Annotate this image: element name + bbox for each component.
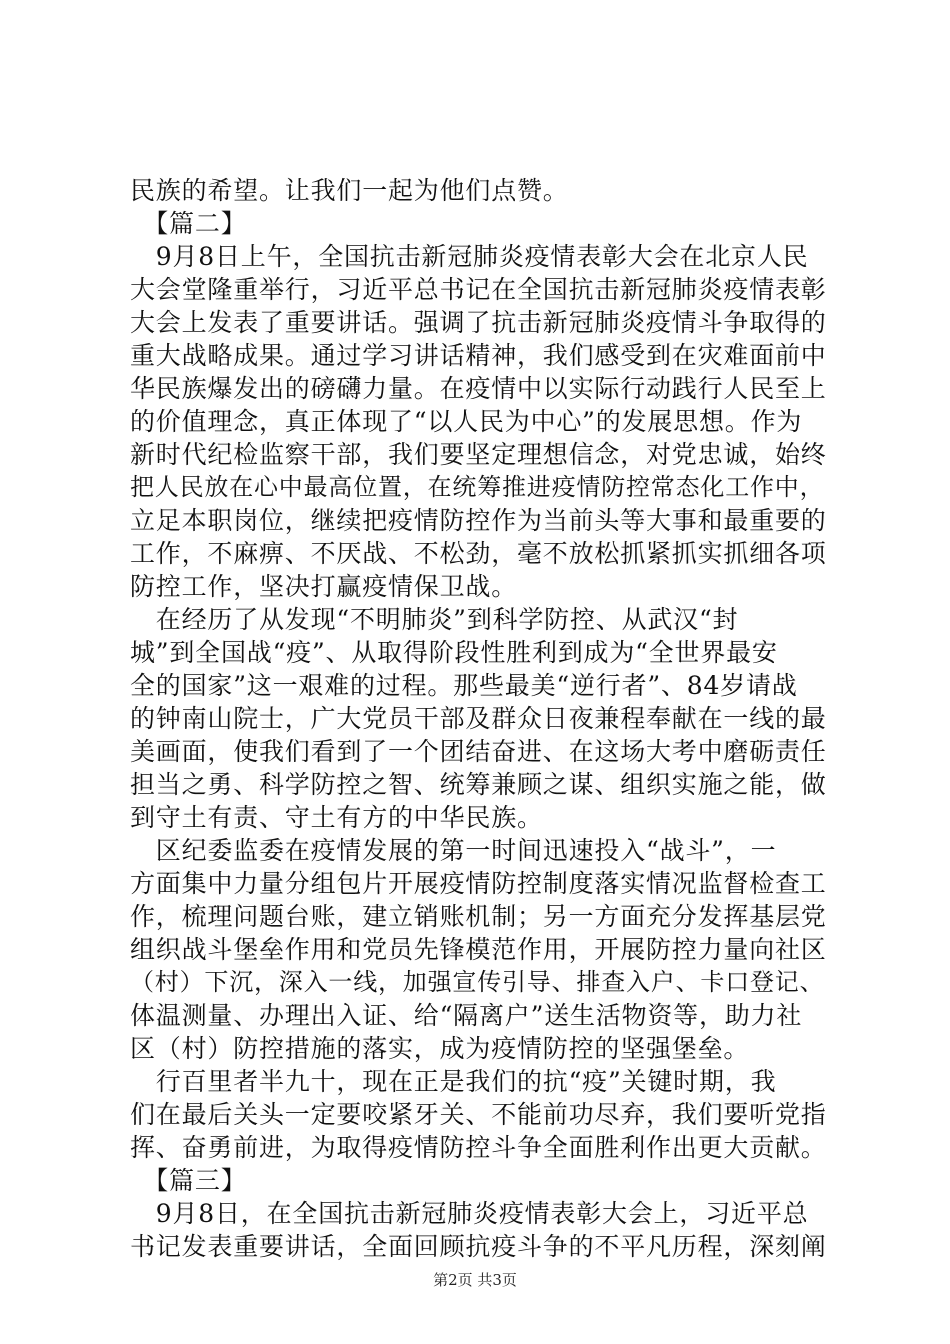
text-line: 到守土有责、守土有方的中华民族。	[130, 803, 543, 832]
text-line: 9月8日，在全国抗击新冠肺炎疫情表彰大会上，习近平总	[130, 1199, 809, 1228]
text-line: 城”到全国战“疫”、从取得阶段性胜利到成为“全世界最安	[130, 638, 778, 667]
text-line: 防控工作，坚决打赢疫情保卫战。	[130, 572, 518, 601]
text-line: 大会堂隆重举行，习近平总书记在全国抗击新冠肺炎疫情表彰	[130, 275, 827, 304]
text-line: 工作，不麻痹、不厌战、不松劲，毫不放松抓紧抓实抓细各项	[130, 539, 827, 568]
text-line: 们在最后关头一定要咬紧牙关、不能前功尽弃，我们要听党指	[130, 1100, 827, 1129]
text-line: 方面集中力量分组包片开展疫情防控制度落实情况监督检查工	[130, 869, 827, 898]
text-line: 全的国家”这一艰难的过程。那些最美“逆行者”、84岁请战	[130, 671, 798, 700]
text-line: 美画面，使我们看到了一个团结奋进、在这场大考中磨砺责任	[130, 737, 827, 766]
text-line: 区纪委监委在疫情发展的第一时间迅速投入“战斗”，一	[130, 836, 777, 865]
text-line: 书记发表重要讲话，全面回顾抗疫斗争的不平凡历程，深刻阐	[130, 1232, 827, 1261]
text-line: 的钟南山院士，广大党员干部及群众日夜兼程奉献在一线的最	[130, 704, 827, 733]
text-line: 民族的希望。让我们一起为他们点赞。	[130, 176, 569, 205]
text-line: 作，梳理问题台账，建立销账机制；另一方面充分发挥基层党	[130, 902, 827, 931]
text-line: 体温测量、办理出入证、给“隔离户”送生活物资等，助力社	[130, 1001, 803, 1030]
document-body	[130, 174, 830, 1263]
page-number: 第2页 共3页	[433, 1271, 517, 1289]
text-line: 把人民放在心中最高位置，在统筹推进疫情防控常态化工作中，	[130, 473, 825, 501]
text-line: 挥、奋勇前进，为取得疫情防控斗争全面胜利作出更大贡献。	[130, 1133, 827, 1162]
text-line: 9月8日上午，全国抗击新冠肺炎疫情表彰大会在北京人民	[130, 242, 809, 271]
text-line: 立足本职岗位，继续把疫情防控作为当前头等大事和最重要的	[130, 506, 827, 535]
text-line: （村）下沉，深入一线，加强宣传引导、排查入户、卡口登记、	[130, 968, 825, 996]
text-line: 华民族爆发出的磅礴力量。在疫情中以实际行动践行人民至上	[130, 374, 827, 403]
text-line: 行百里者半九十，现在正是我们的抗“疫”关键时期，我	[130, 1067, 777, 1096]
text-line: 区（村）防控措施的落实，成为疫情防控的坚强堡垒。	[130, 1034, 750, 1063]
text-line: 重大战略成果。通过学习讲话精神，我们感受到在灾难面前中	[130, 341, 827, 370]
text-line: 新时代纪检监察干部，我们要坚定理想信念，对党忠诚，始终	[130, 440, 827, 469]
text-line: 的价值理念，真正体现了“以人民为中心”的发展思想。作为	[130, 407, 803, 436]
text-line: 【篇二】	[130, 209, 247, 238]
text-line: 大会上发表了重要讲话。强调了抗击新冠肺炎疫情斗争取得的	[130, 308, 827, 337]
page-footer	[0, 1270, 950, 1290]
text-line: 在经历了从发现“不明肺炎”到科学防控、从武汉“封	[130, 605, 739, 634]
text-line: 【篇三】	[130, 1166, 247, 1195]
text-line: 担当之勇、科学防控之智、统筹兼顾之谋、组织实施之能，做	[130, 770, 827, 799]
text-line: 组织战斗堡垒作用和党员先锋模范作用，开展防控力量向社区	[130, 935, 827, 964]
